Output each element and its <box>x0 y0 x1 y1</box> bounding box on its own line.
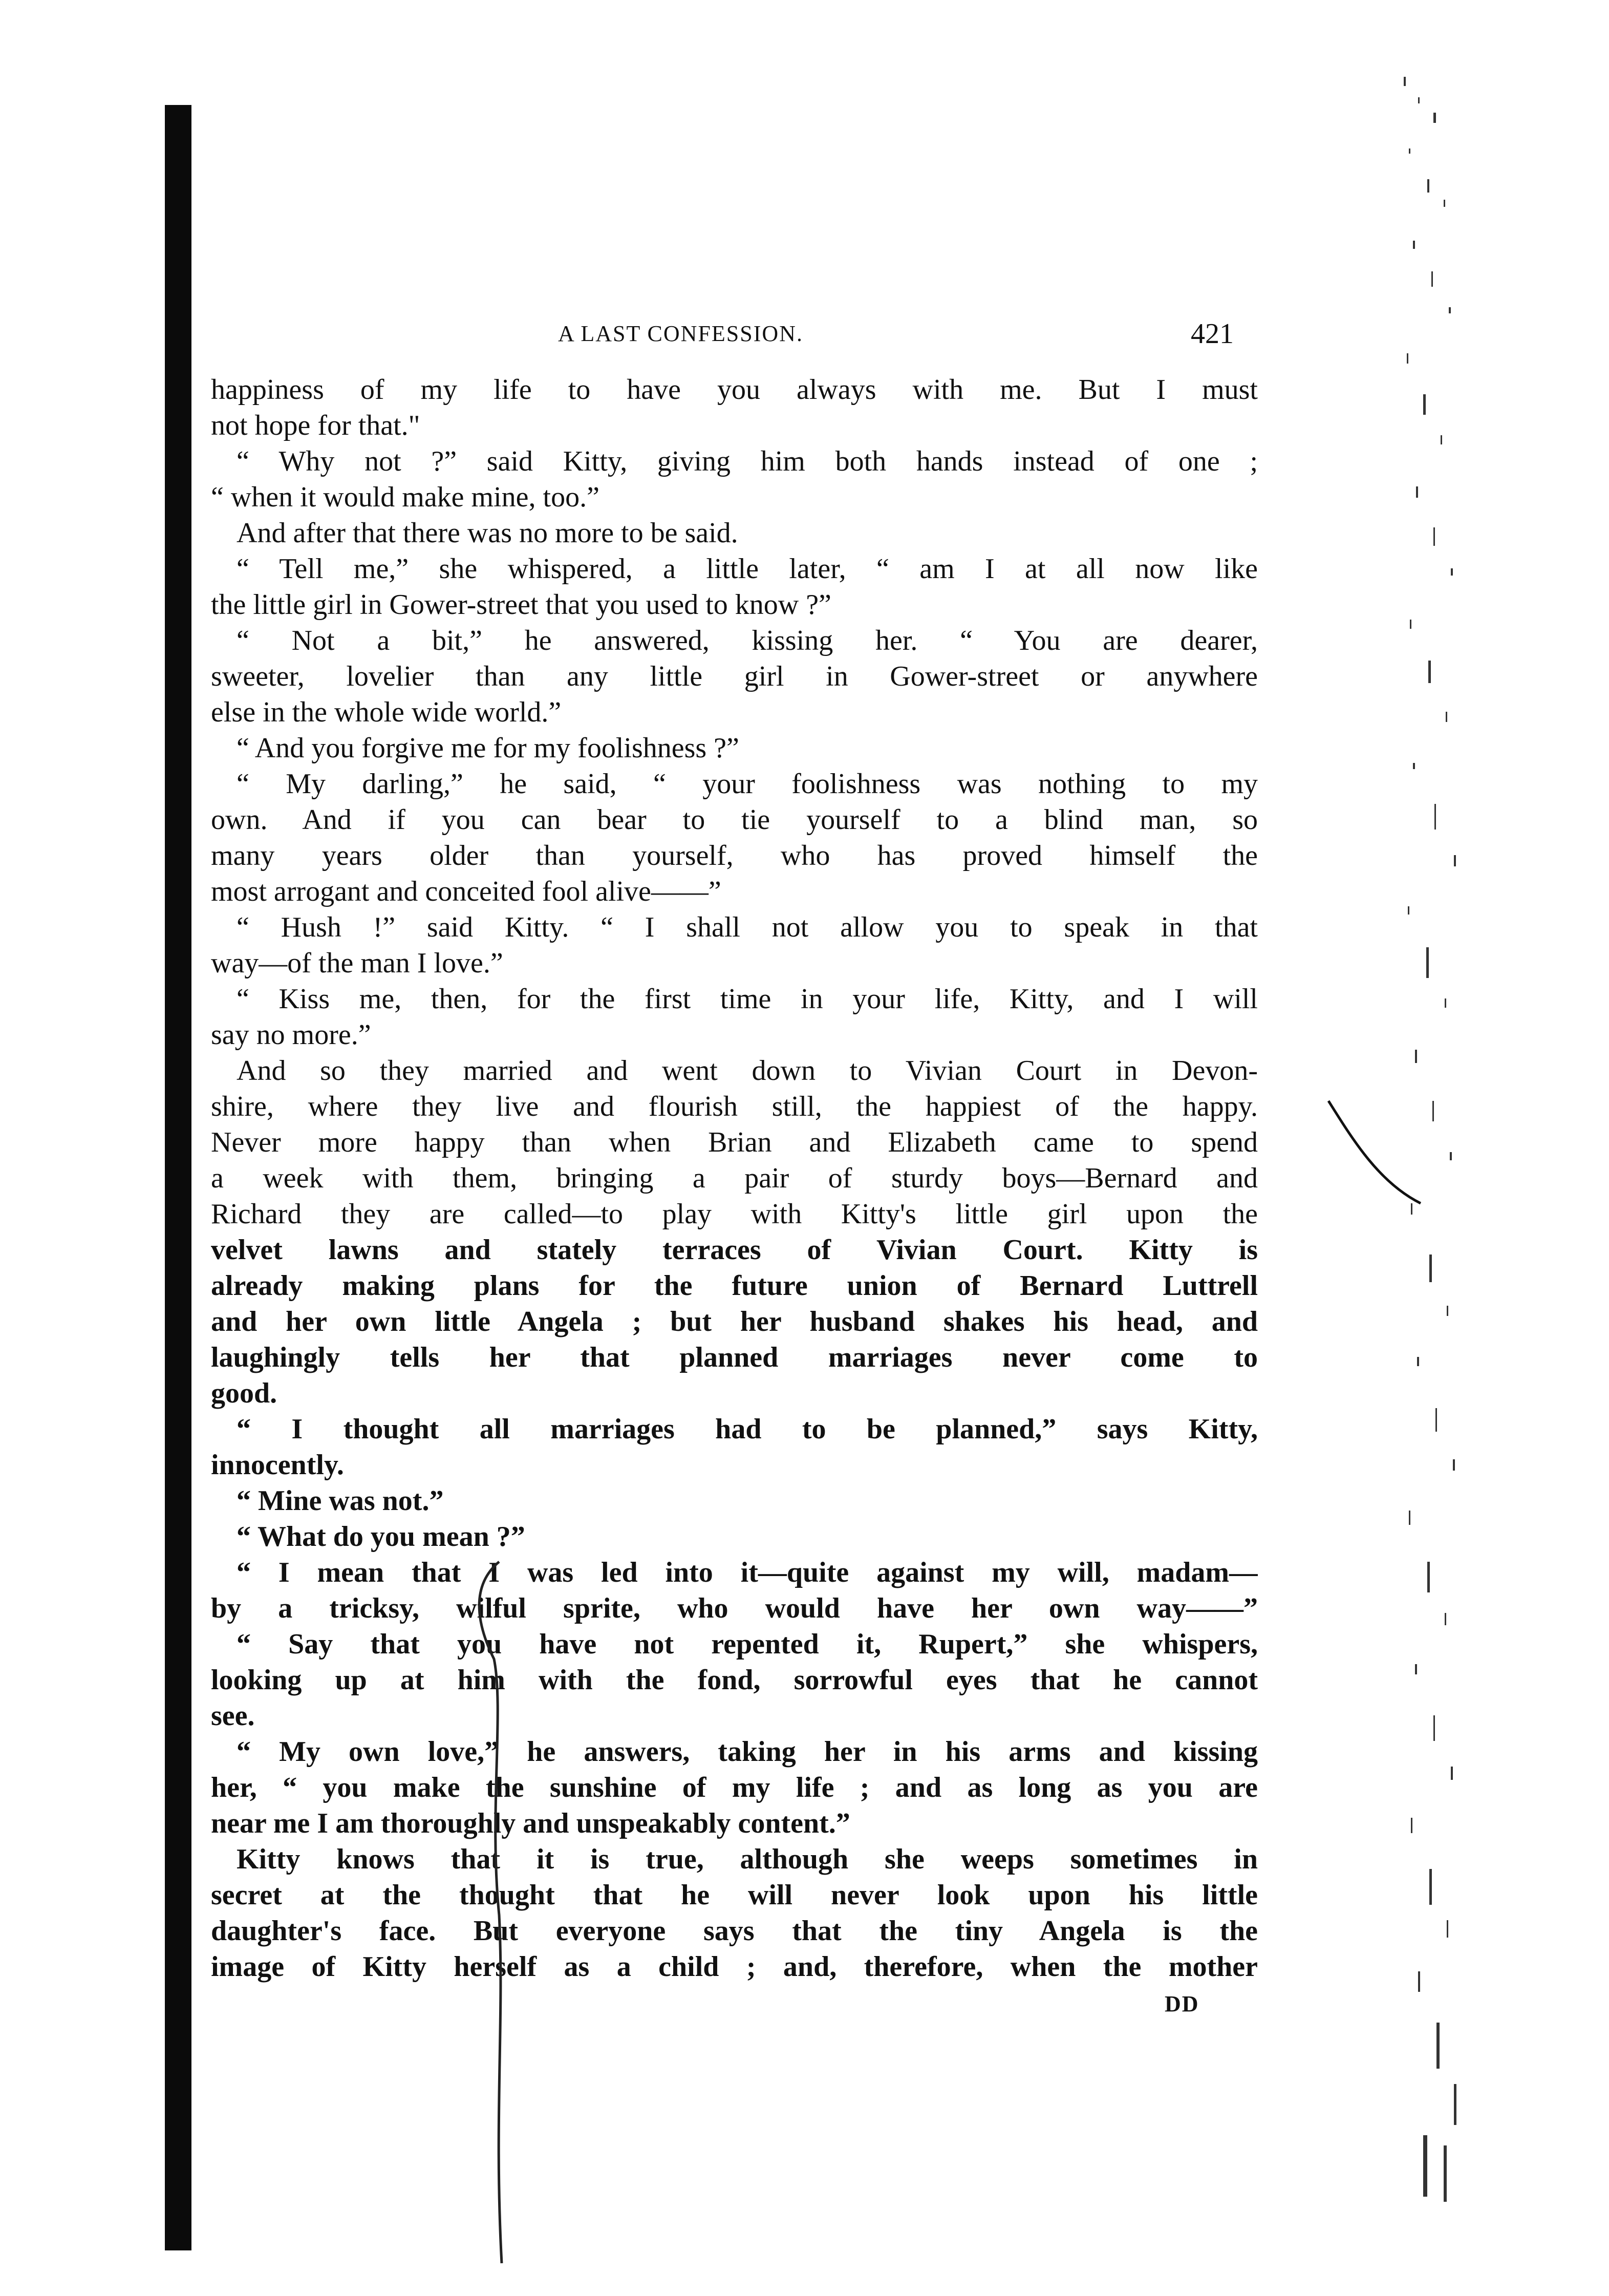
text-line: “ Why not ?” said Kitty, giving him both hands instead of one ; <box>237 445 1258 477</box>
text-line: shire, where they live and flourish still, the happiest of the happy. <box>211 1091 1258 1122</box>
text-line: “ Say that you have not repented it, Rupert,” she whispers, <box>237 1628 1258 1660</box>
text-line: “ Hush !” said Kitty. “ I shall not allow you to speak in that <box>237 911 1258 943</box>
text-line: Richard they are called—to play with Kitty's little girl upon the <box>211 1198 1258 1230</box>
text-line: say no more.” <box>211 1019 371 1051</box>
text-line: own. And if you can bear to tie yourself to a blind man, so <box>211 804 1258 836</box>
text-line: velvet lawns and stately terraces of Vivian Court. Kitty is <box>211 1234 1258 1266</box>
text-line: many years older than yourself, who has proved himself the <box>211 840 1258 871</box>
text-line: sweeter, lovelier than any little girl in Gower-street or anywhere <box>211 661 1258 692</box>
text-line: innocently. <box>211 1449 344 1481</box>
text-line: way—of the man I love.” <box>211 947 503 979</box>
text-line: “ I thought all marriages had to be planned,” says Kitty, <box>237 1413 1258 1445</box>
running-head <box>558 318 1234 354</box>
text-line: looking up at him with the fond, sorrowful eyes that he cannot <box>211 1664 1258 1696</box>
text-line: not hope for that." <box>211 410 420 441</box>
text-line: by a tricksy, wilful sprite, who would have her own way——” <box>211 1592 1258 1624</box>
text-line: image of Kitty herself as a child ; and, therefore, when the mother <box>211 1951 1258 1983</box>
text-line: see. <box>211 1700 255 1732</box>
text-line: laughingly tells her that planned marriages never come to <box>211 1342 1258 1373</box>
text-line: “ My own love,” he answers, taking her in his arms and kissing <box>237 1736 1258 1768</box>
margin-pen-mark <box>1323 1096 1426 1219</box>
text-line: Never more happy than when Brian and Elizabeth came to spend <box>211 1126 1258 1158</box>
text-line: most arrogant and conceited fool alive——” <box>211 876 721 907</box>
text-line: her, “ you make the sunshine of my life ; and as long as you are <box>211 1772 1258 1803</box>
text-line: And after that there was no more to be said. <box>237 517 738 549</box>
text-line: already making plans for the future union of Bernard Luttrell <box>211 1270 1258 1302</box>
vertical-pen-mark <box>458 1557 540 2273</box>
text-line: “ What do you mean ?” <box>237 1521 525 1553</box>
text-line: Kitty knows that it is true, although she weeps sometimes in <box>237 1843 1258 1875</box>
text-line: and her own little Angela ; but her husband shakes his head, and <box>211 1306 1258 1337</box>
text-line: “ Mine was not.” <box>237 1485 444 1517</box>
text-line: the little girl in Gower-street that you used to know ?” <box>211 589 831 621</box>
text-line: “ And you forgive me for my foolishness ?” <box>237 732 739 764</box>
text-line: good. <box>211 1377 277 1409</box>
text-line: “ when it would make mine, too.” <box>211 481 599 513</box>
text-line: “ My darling,” he said, “ your foolishness was nothing to my <box>237 768 1258 800</box>
text-line: “ Kiss me, then, for the first time in your life, Kitty, and I will <box>237 983 1258 1015</box>
running-title: A LAST CONFESSION. <box>558 321 803 346</box>
text-line: “ Not a bit,” he answered, kissing her. “ You are dearer, <box>237 625 1258 656</box>
body-text <box>211 372 1258 1985</box>
text-line: And so they married and went down to Vivian Court in Devon- <box>237 1055 1258 1087</box>
page-number: 421 <box>1191 318 1234 350</box>
text-line: near me I am thoroughly and unspeakably content.” <box>211 1808 850 1839</box>
text-line: daughter's face. But everyone says that the tiny Angela is the <box>211 1915 1258 1947</box>
text-line: secret at the thought that he will never look upon his little <box>211 1879 1258 1911</box>
text-line: “ Tell me,” she whispered, a little later, “ am I at all now like <box>237 553 1258 585</box>
text-line: happiness of my life to have you always with me. But I must <box>211 374 1258 406</box>
text-line: else in the whole wide world.” <box>211 696 562 728</box>
scanned-page-edge <box>165 105 191 2250</box>
text-line: a week with them, bringing a pair of sturdy boys—Bernard and <box>211 1162 1258 1194</box>
text-line: “ I mean that I was led into it—quite against my will, madam— <box>237 1557 1258 1588</box>
signature-mark: DD <box>1165 1991 1199 2016</box>
